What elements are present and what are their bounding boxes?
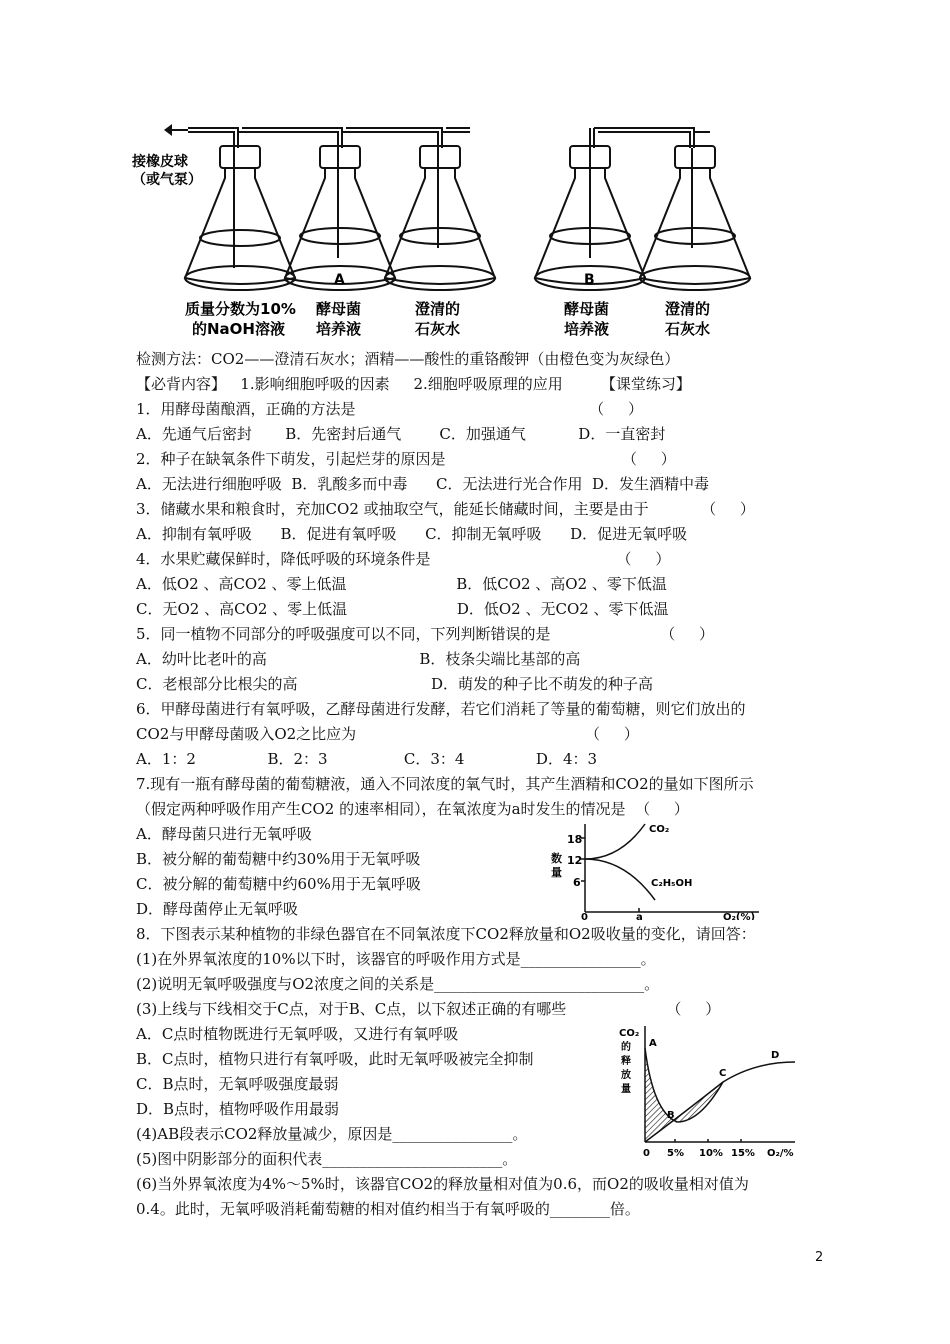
apparatus-drawing	[130, 118, 830, 348]
text-line: A．酵母菌只进行无氧呼吸	[136, 825, 312, 843]
text-line: 0.4。此时，无氧呼吸消耗葡萄糖的相对值约相当于有氧呼吸的________倍。	[136, 1200, 640, 1218]
text-line: 【必背内容】 1.影响细胞呼吸的因素 2.细胞呼吸原理的应用 【课堂练习】	[136, 375, 691, 393]
q8-x-tick-10: 10%	[699, 1148, 723, 1159]
q8-point-b: B	[667, 1110, 675, 1121]
text-line: (4)AB段表示CO2释放量减少，原因是________________。	[136, 1125, 528, 1143]
caption-lime-2-line-2: 石灰水	[665, 320, 711, 338]
q7-x-tick-a: a	[636, 912, 643, 920]
text-line: D．B点时，植物呼吸作用最弱	[136, 1100, 340, 1118]
q7-y-tick-18: 18	[567, 833, 583, 846]
text-line: B．被分解的葡萄糖中约30%用于无氧呼吸	[136, 850, 421, 868]
text-line: CO2与甲酵母菌吸入O2之比应为 （ ）	[136, 725, 639, 743]
text-line: 7.现有一瓶有酵母菌的葡萄糖液，通入不同浓度的氧气时，其产生酒精和CO2的量如下图所示	[136, 775, 754, 793]
text-line: A．无法进行细胞呼吸 B．乳酸多而中毒 C．无法进行光合作用 D．发生酒精中毒	[136, 475, 710, 493]
q8-point-c: C	[719, 1068, 727, 1079]
text-line: 3．储藏水果和粮食时，充加CO2 或抽取空气，能延长储藏时间，主要是由于 （ ）	[136, 500, 755, 518]
text-line: A．1：2 B．2：3 C．3：4 D．4：3	[136, 750, 598, 768]
q8-y-label-liang: 量	[621, 1084, 631, 1095]
q7-ethanol-label: C₂H₅OH	[651, 878, 693, 889]
q8-point-a: A	[649, 1038, 657, 1049]
q8-x-tick-5: 5%	[667, 1148, 684, 1159]
text-line: 检测方法：CO2——澄清石灰水；酒精——酸性的重铬酸钾（由橙色变为灰绿色）	[136, 350, 680, 368]
q8-x-tick-0: 0	[643, 1148, 650, 1159]
text-line: A．抑制有氧呼吸 B．促进有氧呼吸 C．抑制无氧呼吸 D．促进无氧呼吸	[136, 525, 688, 543]
text-line: (3)上线与下线相交于C点，对于B、C点，以下叙述正确的有哪些 （ ）	[136, 1000, 721, 1018]
pump-label-line-2: （或气泵）	[132, 172, 202, 188]
caption-naoh-line-1: 质量分数为10%	[185, 300, 296, 318]
text-line: 5．同一植物不同部分的呼吸强度可以不同，下列判断错误的是 （ ）	[136, 625, 715, 643]
graph-q7-drawing	[545, 820, 765, 920]
caption-lime-1-line-1: 澄清的	[415, 300, 461, 318]
text-line: (6)当外界氧浓度为4%～5%时，该器官CO2的释放量相对值为0.6，而O2的吸收量相对值为	[136, 1175, 749, 1193]
q7-y-tick-6: 6	[573, 876, 581, 889]
q7-x-label: O₂(%)	[723, 912, 756, 920]
text-line: 8．下图表示某种植物的非绿色器官在不同氧浓度下CO2释放量和O2吸收量的变化，请回答：	[136, 925, 756, 943]
q8-y-label-co2: CO₂	[619, 1028, 640, 1039]
text-line: 6．甲酵母菌进行有氧呼吸，乙酵母菌进行发酵，若它们消耗了等量的葡萄糖，则它们放出的	[136, 700, 746, 718]
text-line: D．酵母菌停止无氧呼吸	[136, 900, 299, 918]
graph-q8	[615, 1022, 805, 1162]
caption-yeast-a-line-2: 培养液	[316, 320, 362, 338]
text-line: A．低O2 、高CO2 、零上低温 B．低CO2 、高O2 、零下低温	[136, 575, 667, 593]
q7-co2-label: CO₂	[649, 824, 670, 835]
q8-y-label-shi: 释	[621, 1056, 631, 1067]
graph-q8-drawing	[615, 1022, 805, 1162]
apparatus-figure	[130, 118, 830, 348]
text-line: A．先通气后密封 B．先密封后通气 C．加强通气 D．一直密封	[136, 425, 666, 443]
text-line: 2．种子在缺氧条件下萌发，引起烂芽的原因是 （ ）	[136, 450, 676, 468]
q7-y-label-2: 量	[551, 866, 562, 879]
caption-naoh-line-2: 的NaOH溶液	[192, 320, 285, 338]
caption-lime-1-line-2: 石灰水	[415, 320, 461, 338]
text-line: (2)说明无氧呼吸强度与O2浓度之间的关系是____________________________。	[136, 975, 660, 993]
flask-b-letter: B	[584, 272, 595, 288]
q7-y-label-1: 数	[551, 852, 562, 865]
text-line: （假定两种呼吸作用产生CO2 的速率相同），在氧浓度为a时发生的情况是 （ ）	[136, 800, 689, 818]
text-line: (5)图中阴影部分的面积代表________________________。	[136, 1150, 518, 1168]
text-line: (1)在外界氧浓度的10%以下时，该器官的呼吸作用方式是________________。	[136, 950, 656, 968]
q7-y-tick-12: 12	[567, 854, 583, 867]
graph-q7	[545, 820, 765, 920]
text-line: C．被分解的葡萄糖中约60%用于无氧呼吸	[136, 875, 421, 893]
q8-y-label-fang: 放	[621, 1070, 631, 1081]
text-line: B．C点时，植物只进行有氧呼吸，此时无氧呼吸被完全抑制	[136, 1050, 534, 1068]
caption-yeast-b-line-2: 培养液	[564, 320, 610, 338]
text-line: 4．水果贮藏保鲜时，降低呼吸的环境条件是 （ ）	[136, 550, 671, 568]
text-line: 1．用酵母菌酿酒，正确的方法是 （ ）	[136, 400, 644, 418]
text-line: C．无O2 、高CO2 、零上低温 D．低O2 、无CO2 、零下低温	[136, 600, 669, 618]
text-line: C．老根部分比根尖的高 D．萌发的种子比不萌发的种子高	[136, 675, 654, 693]
q8-point-d: D	[771, 1050, 780, 1061]
caption-lime-2-line-1: 澄清的	[665, 300, 711, 318]
q8-y-label-de: 的	[621, 1042, 631, 1053]
caption-yeast-b-line-1: 酵母菌	[564, 300, 610, 318]
text-line: C．B点时，无氧呼吸强度最弱	[136, 1075, 339, 1093]
q7-x-tick-0: 0	[581, 912, 588, 920]
flask-a-letter: A	[334, 272, 345, 288]
text-line: A．幼叶比老叶的高 B．枝条尖端比基部的高	[136, 650, 581, 668]
pump-label-line-1: 接橡皮球	[132, 154, 188, 170]
q8-x-label: O₂/%	[767, 1148, 794, 1159]
q8-x-tick-15: 15%	[731, 1148, 755, 1159]
caption-yeast-a-line-1: 酵母菌	[316, 300, 362, 318]
page-number: 2	[815, 1250, 824, 1265]
text-line: A．C点时植物既进行无氧呼吸，又进行有氧呼吸	[136, 1025, 459, 1043]
